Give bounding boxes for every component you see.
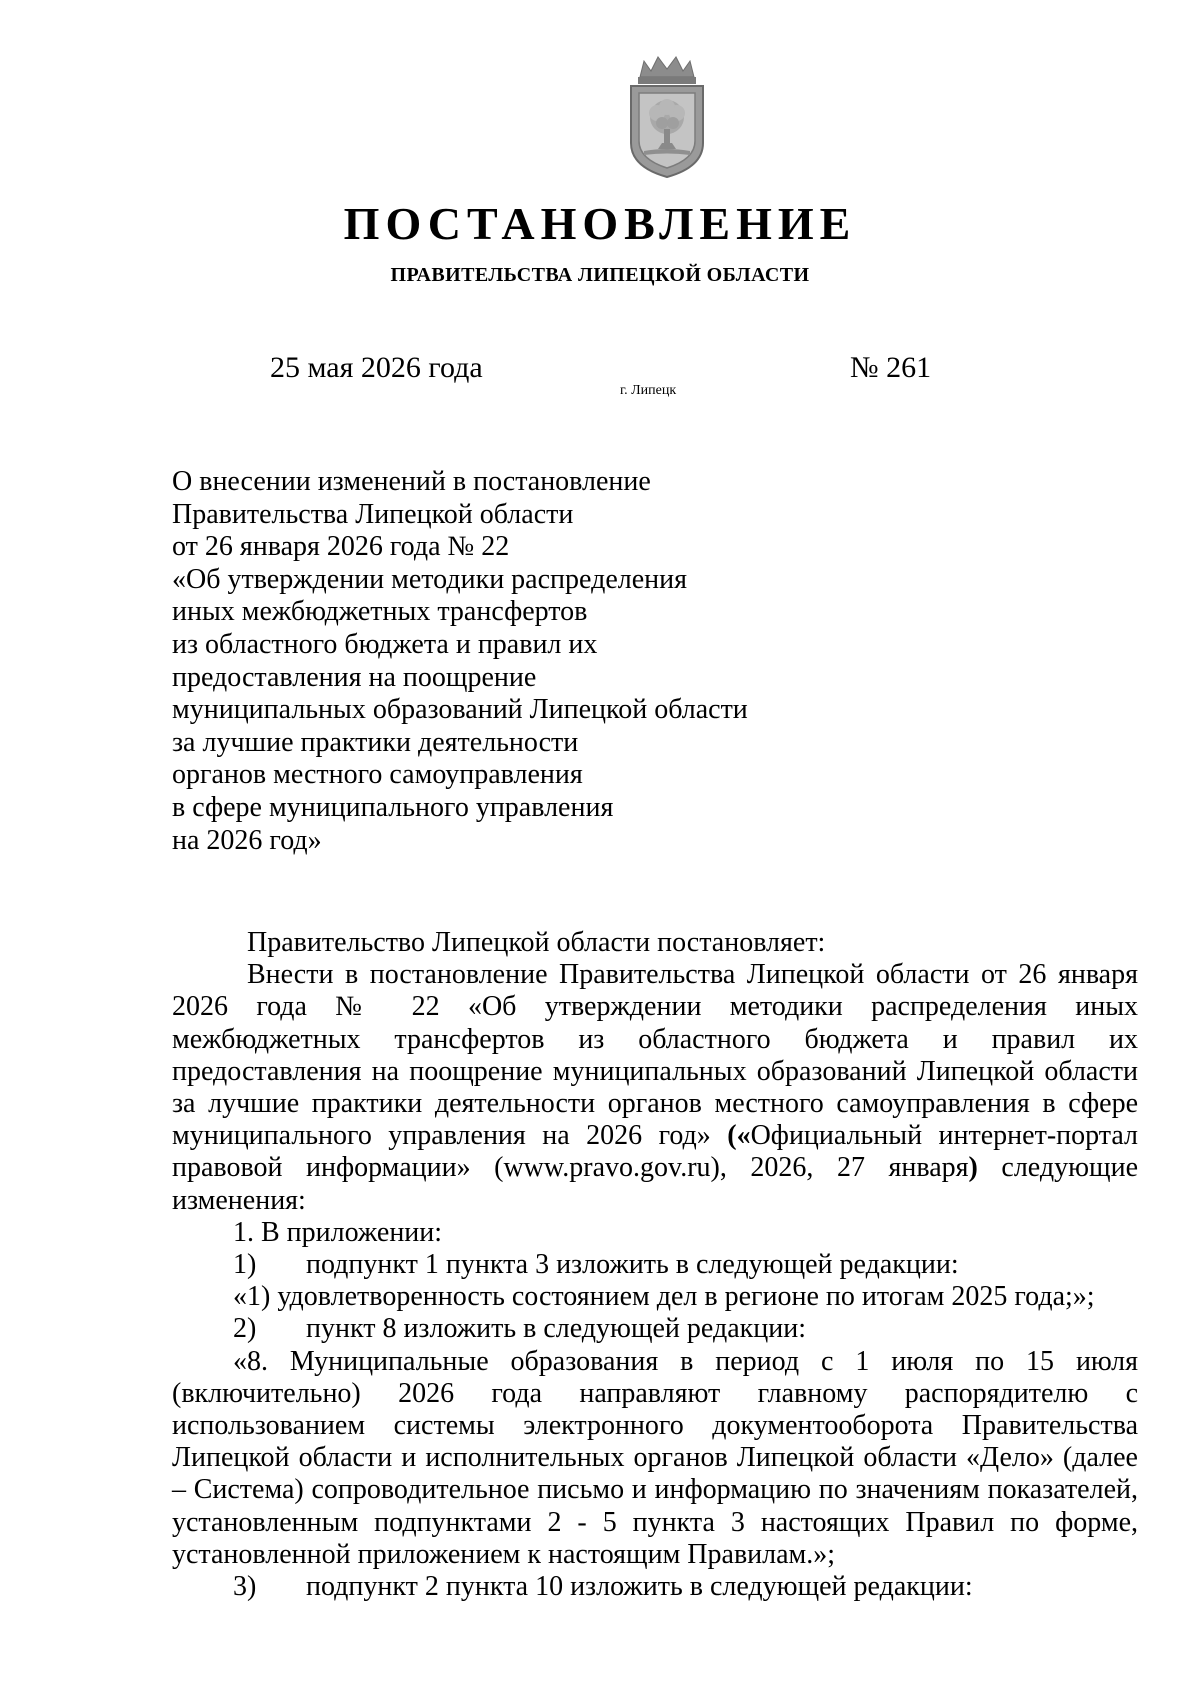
document-body bbox=[172, 927, 1138, 1603]
subitem-3 bbox=[172, 1571, 1138, 1603]
heading-line: из областного бюджета и правил их bbox=[172, 628, 598, 660]
heading-line: муниципальных образований Липецкой области bbox=[172, 694, 748, 726]
source-open-bracket: (« bbox=[710, 1120, 751, 1152]
coat-of-arms-icon bbox=[626, 55, 708, 180]
subitem-text: пункт 8 изложить в следующей редакции: bbox=[306, 1313, 806, 1345]
document-heading bbox=[172, 466, 792, 857]
amendment-paragraph bbox=[172, 959, 1138, 1217]
subitem-number: 1) bbox=[233, 1249, 257, 1281]
heading-line: О внесении изменений в постановление bbox=[172, 466, 651, 497]
amendment-text: Внести в постановление Правительства Липецкой области от 26 января 2026 года № 22 «Об утверждении методики распределения иных межбюджетных трансфертов из областного бюджета и правил их предоставления на поощрение муниципальных образований Липецкой области за лучшие практики деятельности органов местного самоуправления в сфере муниципального управления на 2026 год» bbox=[172, 959, 1138, 1152]
list-item-1: 1. В приложении: bbox=[233, 1216, 443, 1248]
heading-line: на 2026 год» bbox=[172, 824, 322, 856]
issuer-subtitle: ПРАВИТЕЛЬСТВА ЛИПЕЦКОЙ ОБЛАСТИ bbox=[390, 264, 810, 286]
subitem-2 bbox=[172, 1313, 1138, 1345]
amendment-text-end: следующие изменения: bbox=[172, 1152, 1138, 1216]
quote-1: «1) удовлетворенность состоянием дел в регионе по итогам 2025 года;»; bbox=[233, 1281, 1095, 1313]
quote-2: «8. Муниципальные образования в период с 1 июля по 15 июля (включительно) 2026 года направляют главному распорядителю с использованием системы электронного документооборота Правительства Липецкой области и исполнительных органов Липецкой области «Дело» (далее – Система) сопроводительное письмо и информацию по значениям показателей, установленным подпунктами 2 - 5 пункта 3 настоящих Правил по форме, установленной приложением к настоящим Правилам.»; bbox=[172, 1345, 1138, 1570]
source-close-bracket: ) bbox=[968, 1152, 978, 1184]
document-number: № 261 bbox=[850, 351, 932, 384]
subitem-number: 3) bbox=[233, 1571, 257, 1603]
subitem-text: подпункт 1 пункта 3 изложить в следующей редакции: bbox=[306, 1249, 959, 1281]
document-type-title: ПОСТАНОВЛЕНИЕ bbox=[343, 198, 857, 249]
document-city: г. Липецк bbox=[620, 383, 677, 398]
heading-line: «Об утверждении методики распределения bbox=[172, 563, 688, 595]
subitem-1 bbox=[172, 1249, 1138, 1281]
heading-line: Правительства Липецкой области bbox=[172, 498, 574, 530]
heading-line: иных межбюджетных трансфертов bbox=[172, 596, 588, 628]
heading-line: предоставления на поощрение bbox=[172, 661, 537, 693]
subitem-number: 2) bbox=[233, 1313, 257, 1345]
heading-line: в сфере муниципального управления bbox=[172, 791, 614, 823]
document-date: 25 мая 2026 года bbox=[270, 351, 483, 384]
intro-paragraph: Правительство Липецкой области постановляет: bbox=[247, 927, 826, 958]
heading-line: за лучшие практики деятельности bbox=[172, 726, 579, 758]
source-citation: Официальный интернет-портал правовой информации» (www.pravo.gov.ru), 2026, 27 января bbox=[172, 1120, 1138, 1184]
heading-line: органов местного самоуправления bbox=[172, 759, 583, 791]
subitem-text: подпункт 2 пункта 10 изложить в следующей редакции: bbox=[306, 1571, 973, 1603]
heading-line: от 26 января 2026 года № 22 bbox=[172, 531, 510, 563]
